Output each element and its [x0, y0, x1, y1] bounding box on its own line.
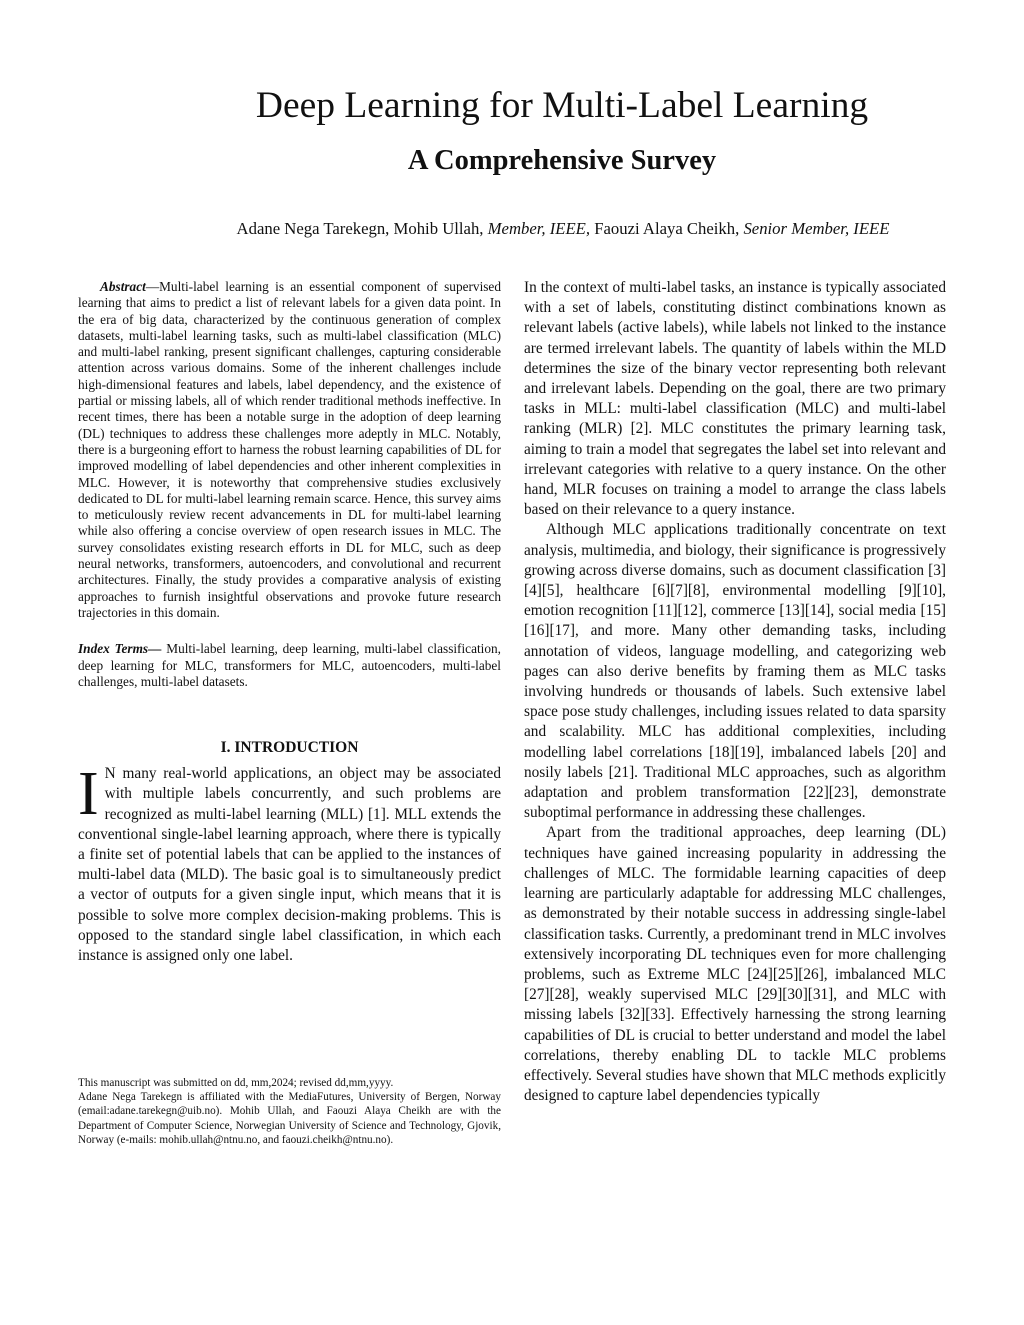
author-name: Faouzi Alaya Cheikh,: [594, 219, 740, 238]
drop-cap: I: [78, 760, 99, 829]
index-terms-dash: —: [148, 641, 162, 657]
footnote-affiliation: Adane Nega Tarekegn is affiliated with the MediaFutures, University of Bergen, Norway (email:adane.tarekegn@uib.no). Mohib Ullah, and Faouzi Alaya Cheikh are with the Department of Computer Science, Norwegian University of Science and Technology, Gjovik, Norway (e-mails: mohib.ullah@ntnu.no, and faouzi.cheikh@ntnu.no).: [78, 1091, 501, 1146]
abstract-label: Abstract: [100, 279, 146, 294]
body-paragraph: Although MLC applications traditionally concentrate on text analysis, multimedia, and biology, their significance is progressively growing across diverse domains, such as document classification [3][4][5], healthcare [6][7][8], environmental modelling [9][10], emotion recognition [11][12], commerce [13][14], social media [15][16][17], and more. Many other demanding tasks, including annotation of videos, language modelling, and categorizing web pages can also derive benefits by framing them as MLC tasks involving hundreds or thousands of labels. Such extensive label space pose study challenges, including issues related to data sparsity and scalability. MLC has additional complexities, including modelling label correlations [18][19], imbalanced labels [20] and nosily labels [21]. Traditional MLC approaches, such as algorithm adaptation and problem transformation [22][23], demonstrate suboptimal performance in addressing these challenges.: [524, 521, 946, 822]
body-paragraph: In the context of multi-label tasks, an instance is typically associated with a set of labels, constituting distinct combinations known as relevant labels (active labels), while labels not linked to the instance are termed irrelevant labels. The quantity of labels within the MLD determines the size of the binary vector representing both relevant and irrelevant labels. Depending on the goal, there are two primary tasks in MLL: multi-label classification (MLC) and multi-label ranking (MLR) [2]. MLC constitutes the primary learning task, aiming to train a model that segregates the label set into relevant and irrelevant categories with relative to a query instance. On the other hand, MLR focuses on training a model to arrange the class labels based on their relevance to a query instance.: [524, 279, 946, 519]
index-terms-label: Index Terms: [78, 641, 149, 657]
author-role: Senior Member, IEEE: [743, 219, 890, 238]
index-terms-text: Multi-label learning, deep learning, multi-label classification, deep learning for MLC, transformers for MLC, autoencoders, multi-label challenges, multi-label datasets.: [78, 641, 501, 689]
abstract-text: Multi-label learning is an essential component of supervised learning that aims to predict a list of relevant labels for a given data point. In the era of big data, characterized by the continuous generation of complex datasets, multi-label learning tasks, such as multi-label classification (MLC) and multi-label ranking, present significant challenges, capturing considerable attention across various domains. Some of the inherent challenges include high-dimensional features and labels, label dependency, and the existence of partial or missing labels, all of which render traditional methods ineffective. In recent times, there has been a notable surge in the adoption of deep learning (DL) techniques to address these challenges more adeptly in MLC. Notably, there is a burgeoning effort to harness the robust learning capabilities of DL for improved modelling of label dependencies and other inherent complexities in MLC. However, it is noteworthy that comprehensive studies exclusively dedicated to DL for multi-label learning remain scarce. Hence, this survey aims to meticulously review recent advancements in DL for multi-label learning while also offering a concise overview of open research issues in MLC. The survey consolidates existing research efforts in DL for MLC, such as deep neural networks, transformers, autoencoders, and convolutional and recurrent architectures. Finally, the study provides a comparative analysis of existing approaches to furnish insightful observations and provoke future research trajectories in this domain.: [78, 279, 502, 620]
author-role: Member, IEEE,: [487, 219, 591, 238]
index-terms: [78, 641, 501, 690]
author-name: Mohib Ullah,: [393, 219, 484, 238]
right-column: [524, 278, 946, 1106]
footnote: [78, 1076, 501, 1147]
paper-title: Deep Learning for Multi-Label Learning: [255, 85, 869, 126]
author-name: Adane Nega Tarekegn,: [236, 219, 390, 238]
intro-paragraph: [78, 760, 501, 966]
left-column: [78, 279, 501, 966]
section-heading: I. INTRODUCTION: [220, 739, 359, 757]
author-list: [100, 218, 1024, 240]
abstract: [78, 279, 501, 621]
paper-subtitle: A Comprehensive Survey: [407, 145, 717, 176]
body-paragraph: Apart from the traditional approaches, deep learning (DL) techniques have gained increasing popularity in addressing the challenges of MLC. The formidable learning capacities of deep learning are particularly adaptable for addressing MLC challenges, as demonstrated by their notable success in addressing single-label classification tasks. Currently, a predominant trend in MLC involves extensively incorporating DL techniques even for more challenging problems, such as Extreme MLC [24][25][26], imbalanced MLC [27][28], weakly supervised MLC [29][30][31], and MLC with missing labels [32][33]. Effectively harnessing the strong learning capabilities of DL is crucial to better understand and model the label correlations, thereby enabling DL to tackle MLC problems effectively. Several studies have shown that MLC methods explicitly designed to capture label dependencies typically: [524, 824, 946, 1105]
intro-text: many real-world applications, an object may be associated with multiple labels concurrently, and such problems are recognized as multi-label learning (MLL) [1]. MLL extends the conventional single-label learning approach, where there is typically a finite set of potential labels that can be applied to the instances of multi-label data (MLD). The basic goal is to simultaneously predict a vector of outputs for a given single input, which means that it is possible to solve more complex decision-making problems. This is opposed to the standard single label classification, in which each instance is assigned only one label.: [78, 765, 501, 964]
footnote-submission: This manuscript was submitted on dd, mm,2024; revised dd,mm,yyyy.: [78, 1077, 394, 1089]
intro-first-word: N: [104, 765, 116, 783]
abstract-dash: —: [145, 279, 160, 294]
